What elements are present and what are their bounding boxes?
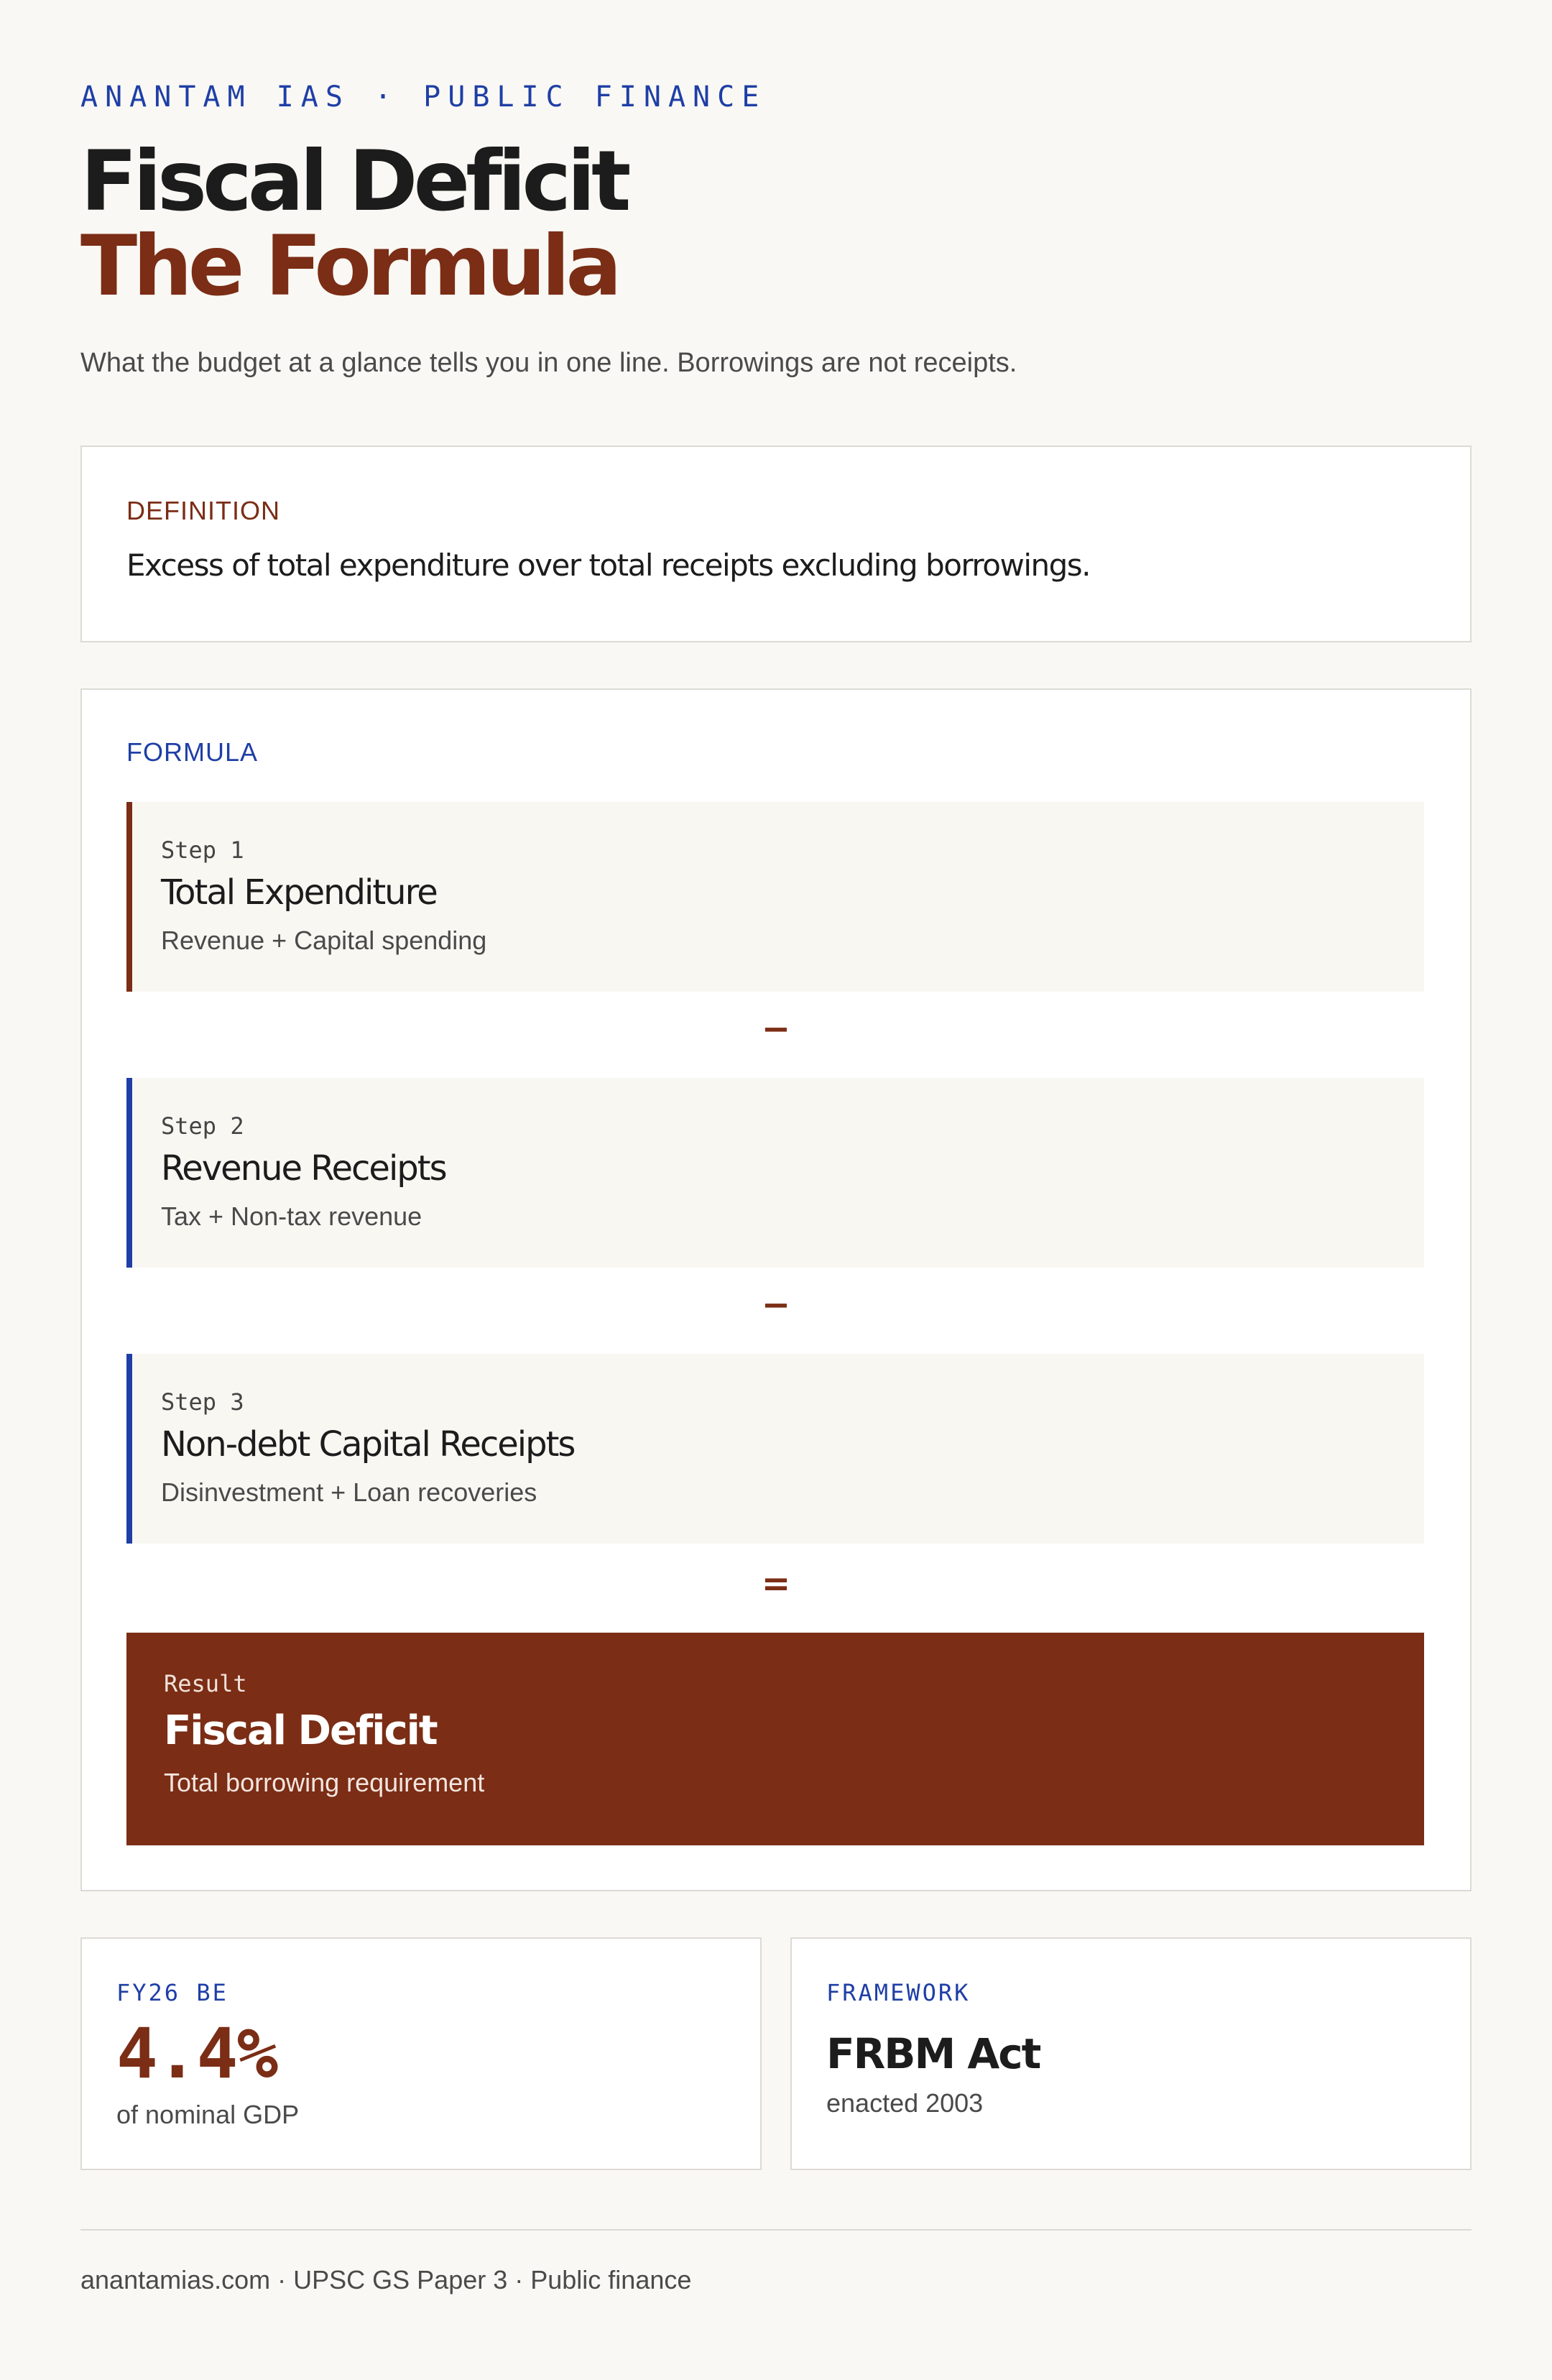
page-title-secondary: The Formula xyxy=(80,218,618,315)
step-title: Non-debt Capital Receipts xyxy=(161,1424,575,1465)
definition-text: Excess of total expenditure over total receipts excluding borrowings. xyxy=(126,548,1091,583)
footer-divider xyxy=(80,2229,1472,2231)
step-title: Revenue Receipts xyxy=(161,1148,446,1189)
step-description: Revenue + Capital spending xyxy=(161,926,487,955)
equals-operator: = xyxy=(761,1564,791,1604)
step-number: Step 2 xyxy=(161,1112,244,1140)
step-title: Total Expenditure xyxy=(161,872,437,913)
step-number: Step 1 xyxy=(161,836,244,864)
formula-step-2 xyxy=(126,1078,1424,1268)
step-description: Disinvestment + Loan recoveries xyxy=(161,1477,537,1507)
formula-step-1 xyxy=(126,802,1424,992)
stat-label: FY26 BE xyxy=(116,1979,228,2006)
stat-value: FRBM Act xyxy=(826,2029,1040,2078)
result-label: Result xyxy=(164,1670,247,1697)
stat-description: of nominal GDP xyxy=(116,2100,300,2129)
stat-value: 4.4% xyxy=(116,2014,277,2094)
formula-step-3 xyxy=(126,1354,1424,1544)
page-title: Fiscal Deficit xyxy=(80,133,627,230)
result-title: Fiscal Deficit xyxy=(164,1707,437,1754)
stat-card-fy26 xyxy=(80,1937,762,2170)
minus-operator: − xyxy=(761,1009,791,1049)
result-description: Total borrowing requirement xyxy=(164,1768,485,1797)
definition-label: DEFINITION xyxy=(126,496,280,525)
formula-result xyxy=(126,1633,1424,1845)
step-number: Step 3 xyxy=(161,1388,244,1416)
formula-label: FORMULA xyxy=(126,737,259,767)
minus-operator: − xyxy=(761,1285,791,1325)
definition-card xyxy=(80,446,1472,642)
brand-kicker: ANANTAM IAS · PUBLIC FINANCE xyxy=(80,80,767,114)
page-subtitle: What the budget at a glance tells you in one line. Borrowings are not receipts. xyxy=(80,348,1017,378)
footer-text: anantamias.com · UPSC GS Paper 3 · Public finance xyxy=(80,2265,692,2294)
stat-label: FRAMEWORK xyxy=(826,1979,971,2006)
step-description: Tax + Non-tax revenue xyxy=(161,1201,422,1231)
stat-card-framework xyxy=(790,1937,1472,2170)
stat-description: enacted 2003 xyxy=(826,2088,984,2118)
